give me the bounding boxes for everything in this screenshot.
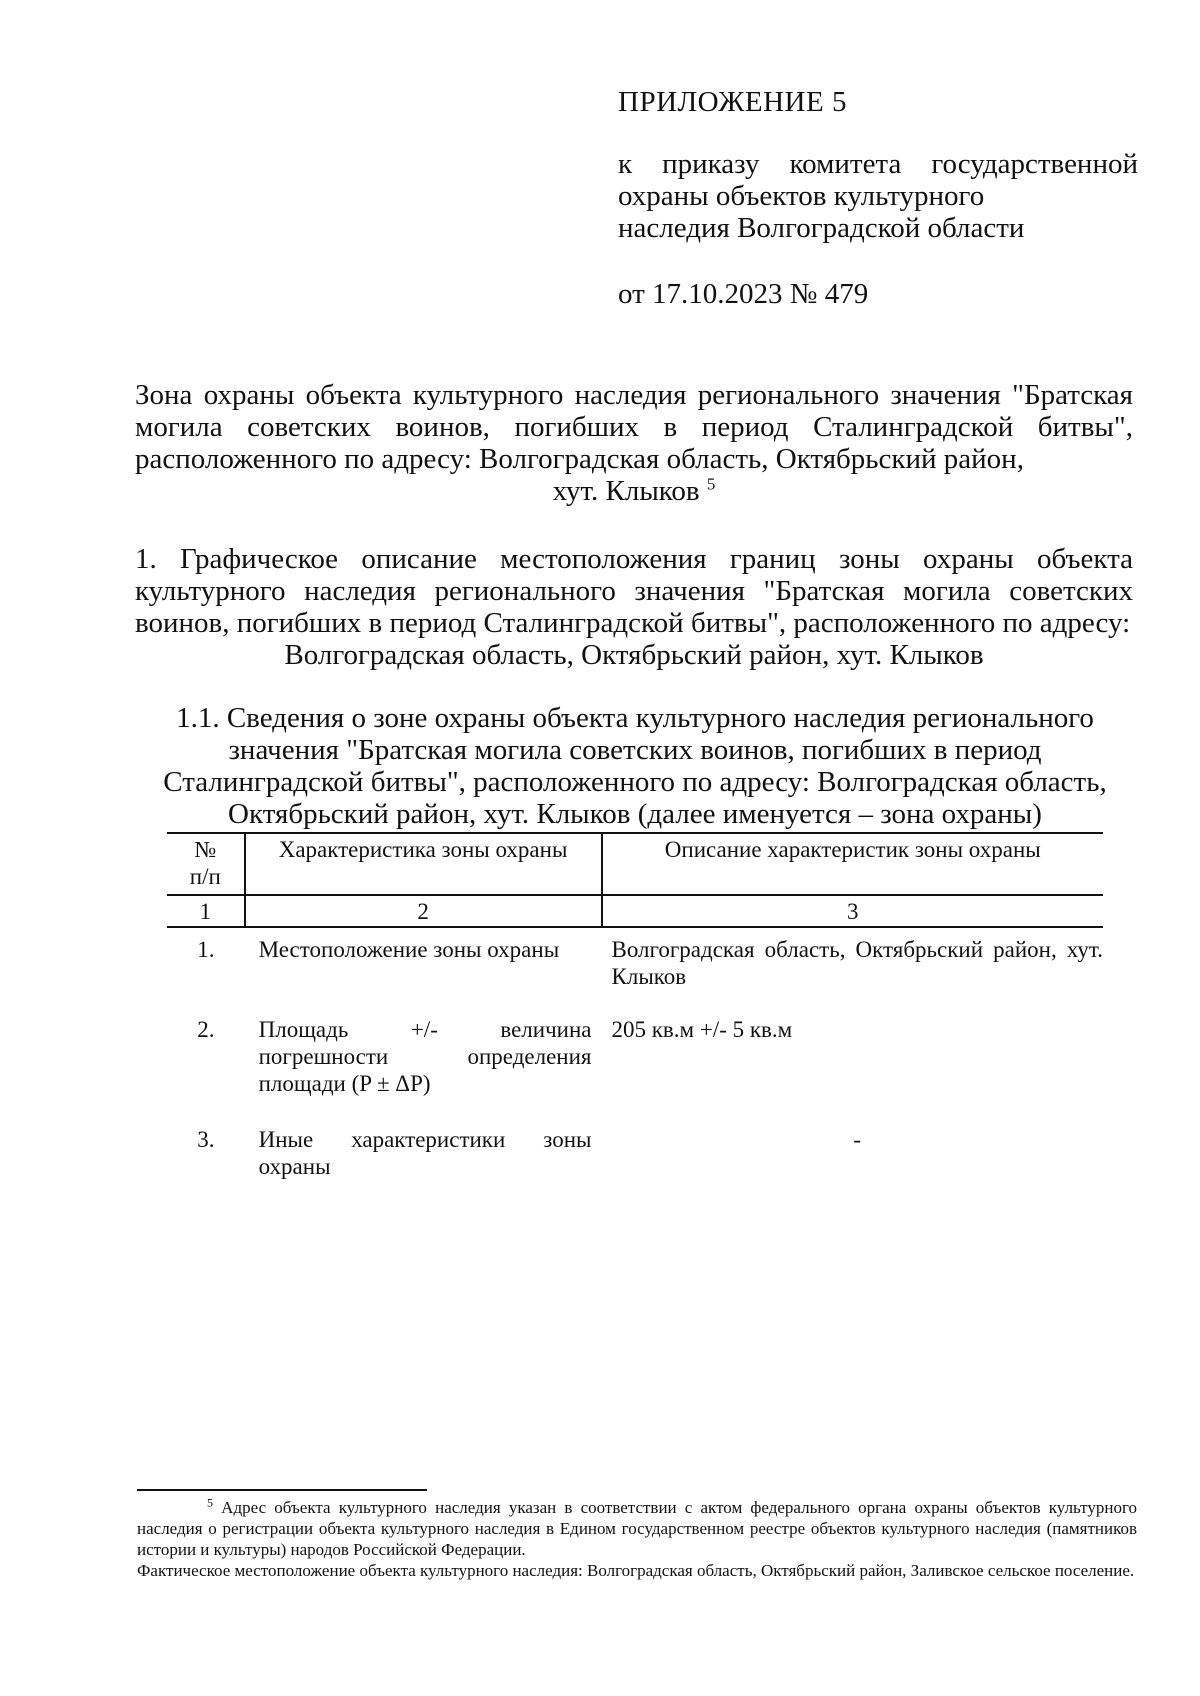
column-number-2: 2 [245,895,602,927]
appendix-line-3: наследия Волгоградской области [618,212,1025,244]
appendix-line-1: к приказу комитета государственной [618,148,1138,180]
appendix-title: ПРИЛОЖЕНИЕ 5 [618,86,847,118]
footnote-mark: 5 [207,1495,213,1510]
document-title-settlement: хут. Клыков [552,475,700,507]
table-row [167,1118,1103,1186]
header-description: Описание характеристик зоны охраны [602,833,1104,895]
document-title [135,379,1133,507]
table-row [167,1008,1103,1118]
table-body [167,927,1103,1186]
row-characteristic: Площадь +/- величина погрешности определения площади (P ± ΔP) [258,1017,592,1096]
row-description: - [853,1127,862,1152]
section-heading-1-text: 1. Графическое описание местоположения границ зоны охраны объекта культурного наследия регионального значения "Братская могила советских воинов, погибших в период Сталинградской битвы", расположенного по адресу: [135,543,1133,639]
footnote-reference-mark[interactable]: 5 [706,474,716,494]
row-characteristic: Местоположение зоны охраны [258,937,560,962]
appendix-line-2: охраны объектов культурного [618,180,985,212]
table-row [167,927,1103,1008]
footnote-paragraph-1 [137,1497,1137,1560]
document-title-text: Зона охраны объекта культурного наследия регионального значения "Братская могила советских воинов, погибших в период Сталинградской битвы", расположенного по адресу: Волгоградская область, Октябрьский район, [135,379,1133,475]
header-number-bottom: п/п [189,864,221,889]
section-heading-1 [135,543,1133,671]
table-header [167,833,1103,895]
footnote [137,1497,1137,1581]
row-characteristic: Иные характеристики зоны охраны [258,1127,592,1179]
appendix-order-reference [618,148,1138,244]
footnote-separator [137,1489,427,1491]
footnote-text: Адрес объекта культурного наследия указан в соответствии с актом федерального органа охраны объектов культурного наследия о регистрации объекта культурного наследия в Едином государственном реестре объектов культурного наследия (памятников истории и культуры) народов Российской Федерации. [137,1498,1138,1559]
header-number-top: № [194,837,217,862]
appendix-date: от 17.10.2023 № 479 [618,278,869,310]
row-number: 1. [197,937,215,962]
table-header-row [167,833,1103,895]
header-characteristic: Характеристика зоны охраны [245,833,602,895]
zone-characteristics-table [167,832,1103,1186]
column-number-3: 3 [602,895,1104,927]
document-title-last-line [135,475,1133,507]
section-heading-1-last-line: Волгоградская область, Октябрьский район, хут. Клыков [284,639,984,671]
section-heading-1-1: 1.1. Сведения о зоне охраны объекта культурного наследия регионального значения "Братская могила советских воинов, погибших в период Сталинградской битвы", расположенного по адресу: Волгоградская область, Октябрьский район, хут. Клыков (далее именуется – зона охраны) [163,702,1107,830]
row-description: Волгоградская область, Октябрьский район, хут. Клыков [611,937,1103,989]
row-number: 3. [197,1127,215,1152]
column-number-1: 1 [167,895,245,927]
row-description: 205 кв.м +/- 5 кв.м [611,1017,793,1042]
appendix-block [618,86,1138,310]
footnote-paragraph-2: Фактическое местоположение объекта культурного наследия: Волгоградская область, Октябрьский район, Заливское сельское поселение. [137,1561,1135,1580]
header-number [167,833,245,895]
table-column-numbers [167,895,1103,927]
column-number-row [167,895,1103,927]
row-number: 2. [197,1017,215,1042]
